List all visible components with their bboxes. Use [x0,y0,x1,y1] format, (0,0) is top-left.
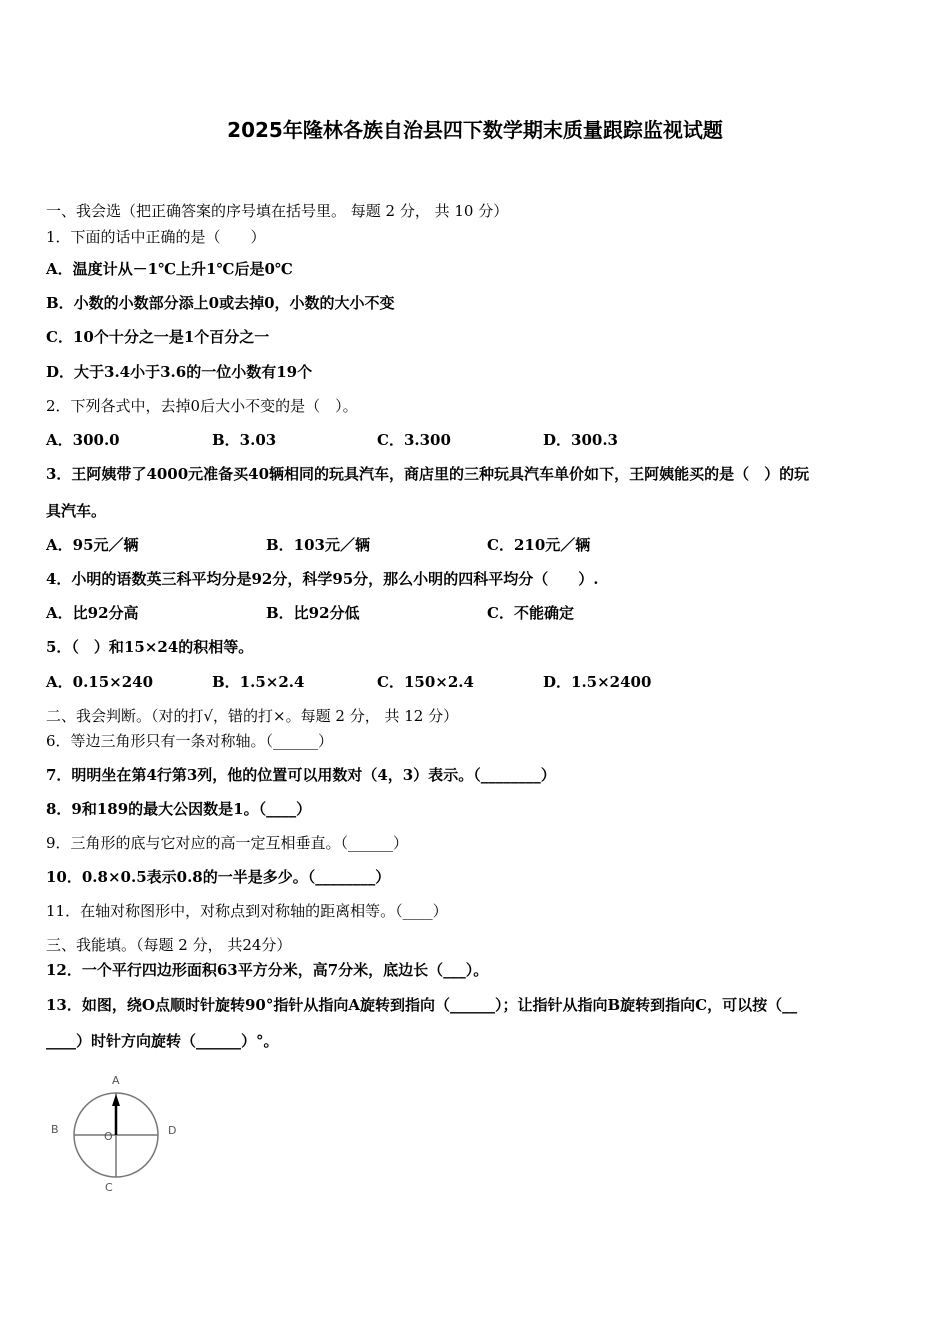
section-1-heading: 一、我会选（把正确答案的序号填在括号里。 每题 2 分， 共 10 分） [46,202,509,220]
question-11: 11．在轴对称图形中，对称点到对称轴的距离相等。（____） [46,902,448,920]
q4-option-a: A．比92分高 [46,604,139,622]
label-d: D [168,1124,177,1137]
q3-option-b: B．103元／辆 [266,536,370,554]
label-a: A [112,1074,120,1087]
q2-option-c: C．3.300 [377,431,451,449]
q5-option-c: C．150×2.4 [377,673,474,691]
section-2-heading: 二、我会判断。（对的打√，错的打×。每题 2 分， 共 12 分） [46,707,459,725]
question-7: 7．明明坐在第4行第3列，他的位置可以用数对（4，3）表示。（________） [46,766,556,784]
q3-option-c: C．210元／辆 [487,536,591,554]
q3-option-a: A．95元／辆 [46,536,139,554]
q2-option-b: B．3.03 [212,431,277,449]
arrow-head-icon [112,1094,120,1106]
q5-option-d: D．1.5×2400 [543,673,652,691]
q1-option-b: B．小数的小数部分添上0或去掉0，小数的大小不变 [46,294,395,312]
question-4: 4．小明的语数英三科平均分是92分，科学95分，那么小明的四科平均分（ ）. [46,570,599,588]
label-o: O [104,1130,113,1143]
label-b: B [51,1123,59,1136]
q4-option-b: B．比92分低 [266,604,360,622]
page-title: 2025年隆林各族自治县四下数学期末质量跟踪监视试题 [227,118,723,142]
question-3: 3．王阿姨带了4000元准备买40辆相同的玩具汽车，商店里的三种玩具汽车单价如下，王阿姨能买的是（ ）的玩 [46,465,810,483]
q5-option-a: A．0.15×240 [46,673,154,691]
question-13: 13．如图，绕O点顺时针旋转90°指针从指向A旋转到指向（______）；让指针从指向B旋转到指向C，可以按（__ [46,996,798,1014]
section-3-heading: 三、我能填。（每题 2 分， 共24分） [46,936,292,954]
question-5: 5．（ ）和15×24的积相等。 [46,638,254,656]
question-2: 2．下列各式中，去掉0后大小不变的是（ ）。 [46,397,358,415]
question-10: 10．0.8×0.5表示0.8的一半是多少。（________） [46,868,391,886]
rotation-dial-figure [46,1068,196,1200]
question-1: 1．下面的话中正确的是（ ） [46,228,266,246]
question-9: 9．三角形的底与它对应的高一定互相垂直。（______） [46,834,409,852]
label-c: C [105,1181,113,1194]
question-8: 8．9和189的最大公因数是1。（____） [46,800,312,818]
q2-option-a: A．300.0 [46,431,120,449]
q2-option-d: D．300.3 [543,431,618,449]
q1-option-a: A．温度计从－1℃上升1℃后是0℃ [46,260,293,278]
question-6: 6．等边三角形只有一条对称轴。（______） [46,732,334,750]
q1-option-d: D．大于3.4小于3.6的一位小数有19个 [46,363,313,381]
question-12: 12．一个平行四边形面积63平方分米，高7分米，底边长（___）。 [46,961,489,979]
q4-option-c: C．不能确定 [487,604,574,622]
q1-option-c: C．10个十分之一是1个百分之一 [46,328,270,346]
question-3-cont: 具汽车。 [46,502,107,520]
question-13-cont: ____）时针方向旋转（______）°。 [46,1032,279,1050]
q5-option-b: B．1.5×2.4 [212,673,305,691]
